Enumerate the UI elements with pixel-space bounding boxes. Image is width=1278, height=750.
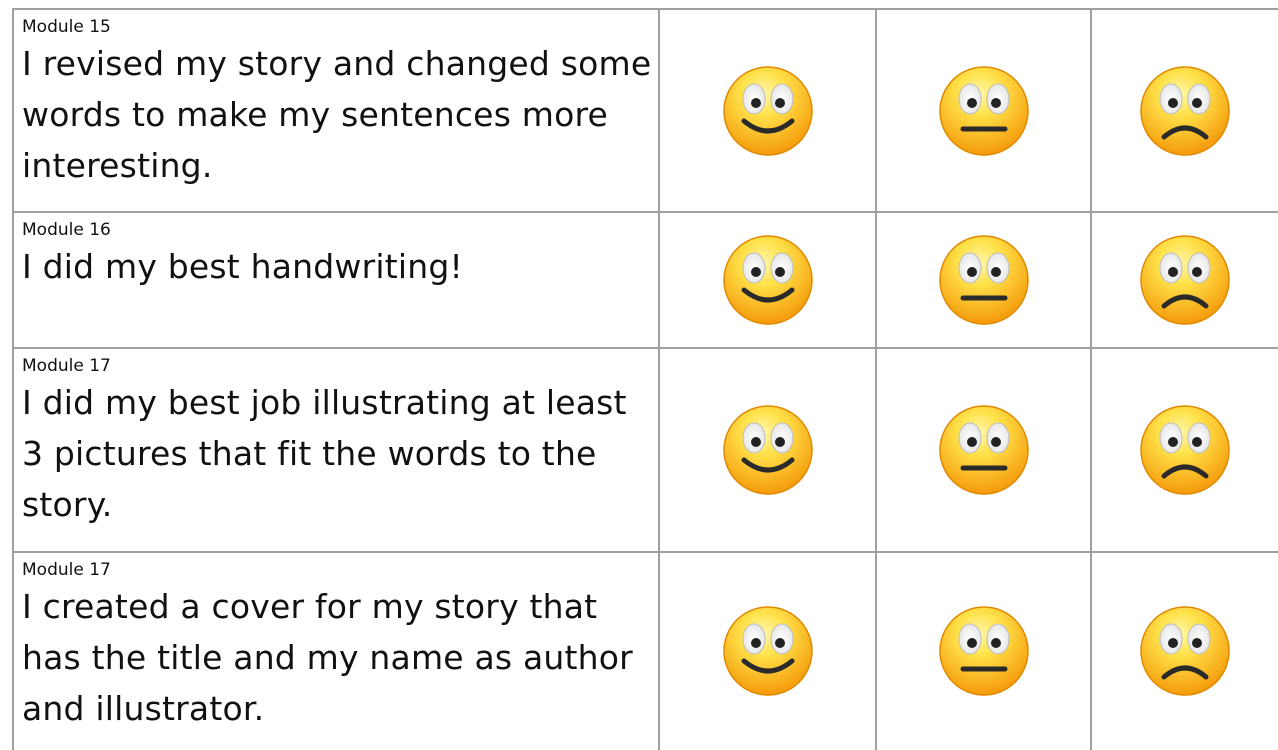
table-row [0,212,1278,348]
table-row [0,9,1278,212]
statement-text: I created a cover for my story that has the title and my name as author and illustrator. [22,587,633,728]
neutral-face-icon[interactable] [936,63,1032,159]
rating-cell-sad[interactable] [1092,212,1278,348]
rating-cell-happy[interactable] [660,212,877,348]
frown-face-icon[interactable] [1137,63,1233,159]
statement-text: I did my best job illustrating at least 3 pictures that fit the words to the story. [22,383,627,524]
statement-cell [12,212,660,348]
statement-text: I did my best handwriting! [22,247,463,286]
rating-cell-happy[interactable] [660,552,877,750]
rating-cell-sad[interactable] [1092,9,1278,212]
rating-cell-neutral[interactable] [877,348,1092,552]
frown-face-icon[interactable] [1137,232,1233,328]
smile-face-icon[interactable] [720,63,816,159]
statement-cell [12,9,660,212]
rating-cell-neutral[interactable] [877,552,1092,750]
statement-cell [12,552,660,750]
module-label: Module 17 [22,356,111,376]
rating-cell-happy[interactable] [660,348,877,552]
module-label: Module 17 [22,560,111,580]
frown-face-icon[interactable] [1137,603,1233,699]
table-row [0,552,1278,750]
statement-cell [12,348,660,552]
rating-cell-neutral[interactable] [877,9,1092,212]
rating-cell-sad[interactable] [1092,552,1278,750]
smile-face-icon[interactable] [720,603,816,699]
neutral-face-icon[interactable] [936,232,1032,328]
statement-text: I revised my story and changed some words to make my sentences more interesting. [22,44,652,185]
frown-face-icon[interactable] [1137,402,1233,498]
rating-cell-happy[interactable] [660,9,877,212]
rating-cell-sad[interactable] [1092,348,1278,552]
module-label: Module 16 [22,220,111,240]
smile-face-icon[interactable] [720,232,816,328]
neutral-face-icon[interactable] [936,402,1032,498]
table-row [0,348,1278,552]
module-label: Module 15 [22,17,111,37]
neutral-face-icon[interactable] [936,603,1032,699]
smile-face-icon[interactable] [720,402,816,498]
rating-cell-neutral[interactable] [877,212,1092,348]
